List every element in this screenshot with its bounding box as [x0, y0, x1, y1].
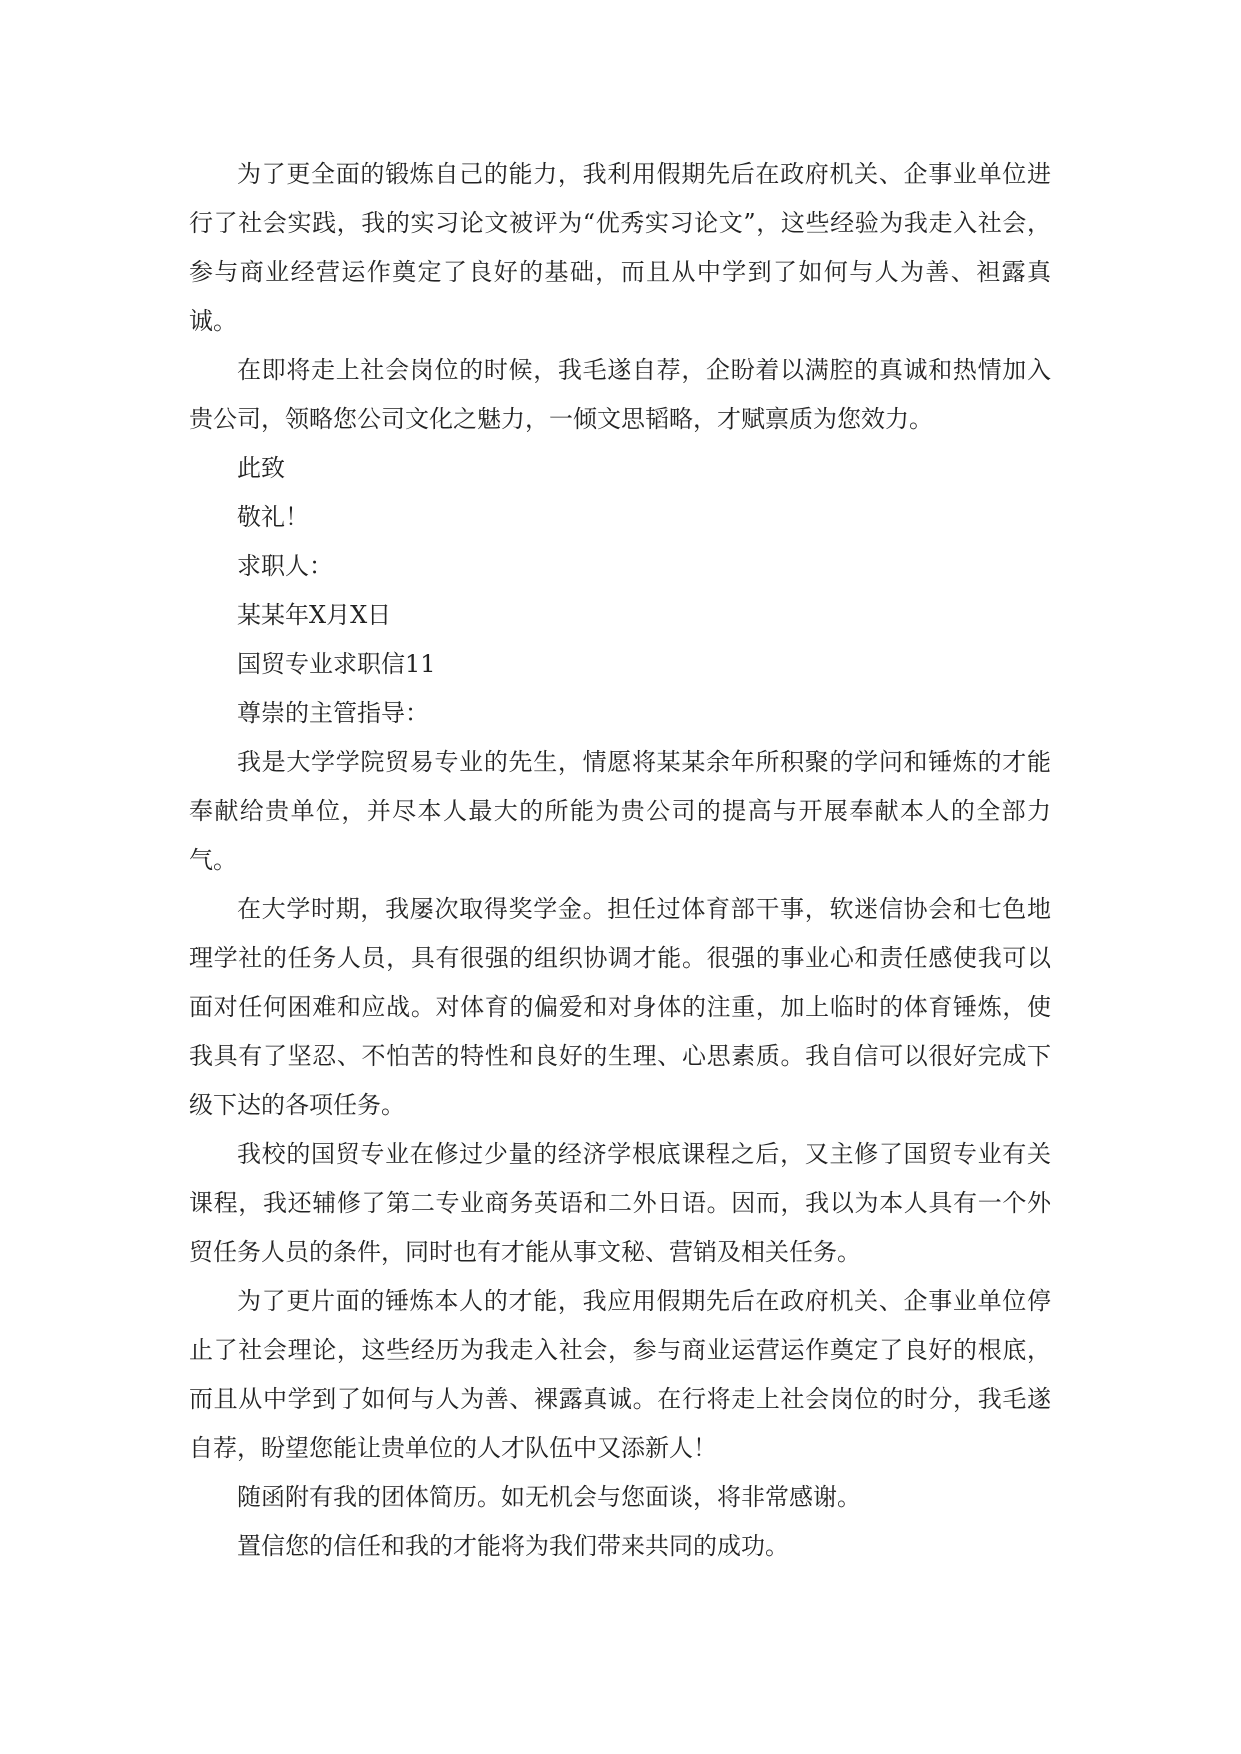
paragraph-university: 在大学时期，我屡次取得奖学金。担任过体育部干事，软迷信协会和七色地理学社的任务人员，具有很强的组织协调才能。很强的事业心和责任感使我可以面对任何困难和应战。对体育的偏爱和对身体的注重，加上临时的体育锤炼，使我具有了坚忍、不怕苦的特性和良好的生理、心思素质。我自信可以很好完成下级下达的各项任务。 [189, 895, 1051, 1119]
closing-regards: 敬礼！ [237, 503, 309, 531]
paragraph-self-recommend: 在即将走上社会岗位的时候，我毛遂自荐，企盼着以满腔的真诚和热情加入贵公司，领略您公司文化之魅力，一倾文思韬略，才赋禀质为您效力。 [189, 356, 1051, 433]
letter-greeting: 尊崇的主管指导： [237, 699, 429, 727]
closing-salutation: 此致 [237, 454, 285, 482]
paragraph-confidence: 置信您的信任和我的才能将为我们带来共同的成功。 [237, 1532, 789, 1560]
paragraph-social-practice: 为了更片面的锤炼本人的才能，我应用假期先后在政府机关、企事业单位停止了社会理论，这些经历为我走入社会，参与商业运营运作奠定了良好的根底，而且从中学到了如何与人为善、裸露真诚。在行将走上社会岗位的时分，我毛遂自荐，盼望您能让贵单位的人才队伍中又添新人！ [189, 1287, 1051, 1462]
paragraph-practice: 为了更全面的锻炼自己的能力，我利用假期先后在政府机关、企事业单位进行了社会实践，我的实习论文被评为“优秀实习论文”，这些经验为我走入社会，参与商业经营运作奠定了良好的基础，而且从中学到了如何与人为善、袒露真诚。 [189, 160, 1051, 335]
signature-applicant: 求职人： [237, 552, 333, 580]
paragraph-major: 我校的国贸专业在修过少量的经济学根底课程之后，又主修了国贸专业有关课程，我还辅修了第二专业商务英语和二外日语。因而，我以为本人具有一个外贸任务人员的条件，同时也有才能从事文秘、营销及相关任务。 [189, 1140, 1051, 1266]
letter-title: 国贸专业求职信11 [237, 650, 436, 678]
document-page [189, 150, 1051, 1571]
paragraph-intro: 我是大学学院贸易专业的先生，情愿将某某余年所积聚的学问和锤炼的才能奉献给贵单位，并尽本人最大的所能为贵公司的提高与开展奉献本人的全部力气。 [189, 748, 1051, 874]
paragraph-resume: 随函附有我的团体简历。如无机会与您面谈，将非常感谢。 [237, 1483, 861, 1511]
signature-date: 某某年X月X日 [237, 601, 392, 629]
